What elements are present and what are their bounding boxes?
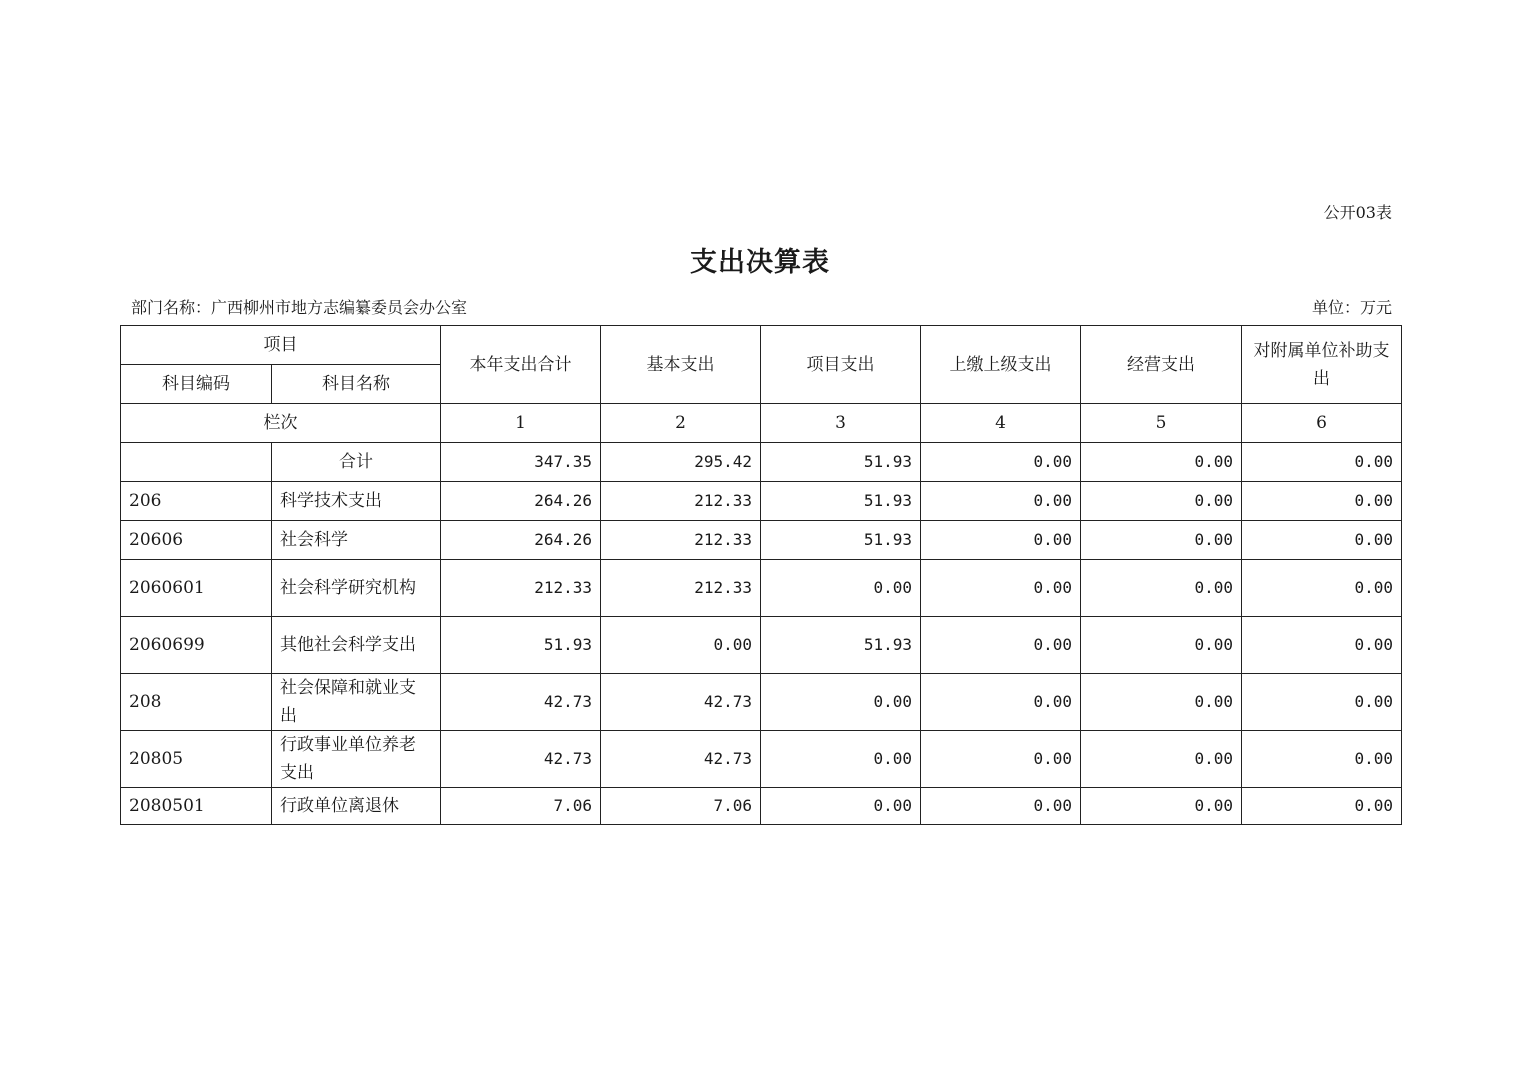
row-value: 212.33 (601, 521, 761, 560)
row-value: 42.73 (601, 674, 761, 731)
row-value: 0.00 (921, 617, 1081, 674)
row-value: 0.00 (1242, 560, 1402, 617)
department-label: 部门名称：广西柳州市地方志编纂委员会办公室 (131, 298, 468, 317)
row-value: 51.93 (761, 482, 921, 521)
row-value: 0.00 (921, 521, 1081, 560)
row-value: 0.00 (1081, 560, 1242, 617)
row-value: 0.00 (1242, 617, 1402, 674)
row-code: 2060601 (121, 560, 272, 617)
row-value: 0.00 (1081, 674, 1242, 731)
row-code: 2060699 (121, 617, 272, 674)
header-basic-expenditure: 基本支出 (601, 326, 761, 404)
row-value: 51.93 (761, 617, 921, 674)
row-name: 社会科学研究机构 (272, 560, 441, 617)
row-value: 0.00 (921, 674, 1081, 731)
row-value: 212.33 (601, 560, 761, 617)
row-value: 0.00 (921, 788, 1081, 825)
header-code: 科目编码 (121, 365, 272, 404)
row-value: 0.00 (761, 560, 921, 617)
row-value: 264.26 (441, 482, 601, 521)
seq-cell: 5 (1081, 404, 1242, 443)
page-title: 支出决算表 (690, 247, 830, 278)
table-row (121, 731, 1402, 788)
row-value: 42.73 (441, 674, 601, 731)
row-code: 2080501 (121, 788, 272, 825)
row-value: 7.06 (441, 788, 601, 825)
header-remit-superior: 上缴上级支出 (921, 326, 1081, 404)
header-operating-expenditure: 经营支出 (1081, 326, 1242, 404)
row-value: 0.00 (1081, 482, 1242, 521)
row-code: 206 (121, 482, 272, 521)
table-row (121, 560, 1402, 617)
total-row (121, 443, 1402, 482)
table-row (121, 617, 1402, 674)
header-item: 项目 (121, 326, 441, 365)
seq-cell: 3 (761, 404, 921, 443)
row-name: 行政单位离退休 (272, 788, 441, 825)
row-value: 0.00 (1242, 788, 1402, 825)
header-seq-label: 栏次 (121, 404, 441, 443)
total-value: 51.93 (761, 443, 921, 482)
total-value: 347.35 (441, 443, 601, 482)
row-value: 0.00 (1081, 617, 1242, 674)
row-value: 0.00 (1081, 788, 1242, 825)
row-code: 20805 (121, 731, 272, 788)
row-value: 0.00 (1242, 482, 1402, 521)
table-row (121, 788, 1402, 825)
expenditure-table (120, 325, 1402, 825)
row-name: 社会保障和就业支出 (272, 674, 441, 731)
row-value: 0.00 (761, 731, 921, 788)
header-total-expenditure: 本年支出合计 (441, 326, 601, 404)
row-code: 20606 (121, 521, 272, 560)
unit-label: 单位：万元 (1311, 298, 1392, 317)
total-label: 合计 (272, 443, 441, 482)
row-value: 0.00 (921, 731, 1081, 788)
row-name: 其他社会科学支出 (272, 617, 441, 674)
total-value: 0.00 (1081, 443, 1242, 482)
row-value: 0.00 (1081, 731, 1242, 788)
total-value: 0.00 (1242, 443, 1402, 482)
table-row (121, 482, 1402, 521)
row-value: 0.00 (1242, 674, 1402, 731)
seq-cell: 4 (921, 404, 1081, 443)
row-value: 264.26 (441, 521, 601, 560)
header-name: 科目名称 (272, 365, 441, 404)
row-value: 0.00 (921, 560, 1081, 617)
seq-cell: 1 (441, 404, 601, 443)
row-value: 0.00 (761, 674, 921, 731)
row-value: 0.00 (921, 482, 1081, 521)
seq-cell: 6 (1242, 404, 1402, 443)
row-value: 7.06 (601, 788, 761, 825)
row-name: 社会科学 (272, 521, 441, 560)
total-code-cell (121, 443, 272, 482)
row-value: 0.00 (1242, 521, 1402, 560)
row-value: 51.93 (441, 617, 601, 674)
row-value: 0.00 (1081, 521, 1242, 560)
row-name: 科学技术支出 (272, 482, 441, 521)
row-name: 行政事业单位养老支出 (272, 731, 441, 788)
row-value: 0.00 (601, 617, 761, 674)
header-subsidy-affiliates: 对附属单位补助支出 (1242, 326, 1402, 404)
total-value: 0.00 (921, 443, 1081, 482)
row-value: 212.33 (601, 482, 761, 521)
row-value: 51.93 (761, 521, 921, 560)
form-number: 公开03表 (1323, 203, 1392, 222)
row-value: 42.73 (601, 731, 761, 788)
row-code: 208 (121, 674, 272, 731)
table-row (121, 521, 1402, 560)
row-value: 212.33 (441, 560, 601, 617)
table-row (121, 674, 1402, 731)
row-value: 42.73 (441, 731, 601, 788)
total-value: 295.42 (601, 443, 761, 482)
seq-cell: 2 (601, 404, 761, 443)
row-value: 0.00 (761, 788, 921, 825)
row-value: 0.00 (1242, 731, 1402, 788)
header-project-expenditure: 项目支出 (761, 326, 921, 404)
